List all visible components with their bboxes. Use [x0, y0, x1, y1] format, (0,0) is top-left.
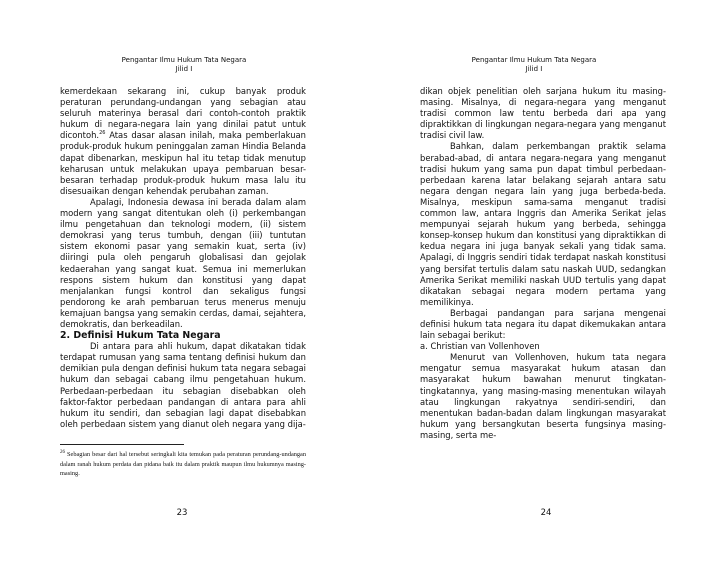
right-paragraph-4: Menurut van Vollenhoven, hukum tata negara mengatur semua masyarakat hukum atasan dan masyarakat hukum bawahan menurut tingkatan-tingkatannya, yang masing-masing menentukan wilayah atau lingkungan rakyatnya sendiri-sendiri, dan menentukan badan-badan dalam lingkungan masyarakat hukum yang bersangkutan beserta fungsinya masing-masing, serta me-: [420, 352, 666, 440]
left-paragraph-3: Di antara para ahli hukum, dapat dikatakan tidak terdapat rumusan yang sama tentang definisi hukum dan demikian pula dengan definisi hukum tata negara sebagai hukum dan sebagai cabang ilmu pengetahuan hukum. Perbedaan-perbedaan itu sebagian disebabkan oleh faktor-faktor perbedaan pandangan di antara para ahli hukum itu sendiri, dan sebagian lagi dapat disebabkan oleh perbedaan sistem yang dianut oleh negara yang dija-: [60, 341, 306, 429]
right-header-title: Pengantar Ilmu Hukum Tata Negara: [471, 56, 597, 64]
section-heading: 2. Definisi Hukum Tata Negara: [60, 330, 221, 342]
left-running-header: [59, 56, 309, 74]
right-page: [364, 0, 728, 563]
left-header-title: Pengantar Ilmu Hukum Tata Negara: [121, 56, 247, 64]
right-paragraph-2: Bahkan, dalam perkembangan praktik selama berabad-abad, di antara negara-negara yang menganut tradisi hukum yang sama pun dapat timbul perbedaan-perbedaan karena latar belakang sejarah antara satu negara dengan negara lain yang juga berbeda-beda. Misalnya, meskipun sama-sama menganut tradisi common law, antara Inggris dan Amerika Serikat jelas mempunyai sejarah hukum yang berbeda, sehingga konsep-konsep hukum dan konstitusi yang dipraktikkan di kedua negara ini juga banyak sekali yang tidak sama. Apalagi, di Inggris sendiri tidak terdapat naskah konstitusi yang bersifat tertulis dalam satu naskah UUD, sedangkan Amerika Serikat memiliki naskah UUD tertulis yang dapat dikatakan sebagai negara modern pertama yang memilikinya.: [420, 141, 666, 307]
right-page-number: 24: [540, 508, 552, 518]
footnote: [60, 450, 306, 479]
footnote-divider: [60, 444, 184, 445]
footnote-number: 26: [60, 449, 65, 455]
right-header-volume: Jilid I: [525, 65, 543, 73]
left-page-number: 23: [176, 508, 188, 518]
left-paragraph-1-text-b: Atas dasar alasan inilah, maka pemberlakuan produk-produk hukum peninggalan zaman Hindia Belanda dapat dibenarkan, meskipun hal itu tetap tidak menutup keharusan untuk melakukan upaya pembaruan besar-besaran terhadap produk-produk hukum masa lalu itu disesuaikan dengan kehendak perubahan zaman.: [60, 130, 306, 196]
left-page-body: [60, 86, 306, 430]
left-paragraph-2: Apalagi, Indonesia dewasa ini berada dalam alam modern yang sangat ditentukan oleh (i) perkembangan ilmu pengetahuan dan teknologi modern, (ii) sistem demokrasi yang terus tumbuh, dengan (iii) tuntutan sistem ekonomi pasar yang semakin kuat, serta (iv) diiringi pula oleh pengaruh globalisasi dan gejolak kedaerahan yang sangat kuat. Semua ini memerlukan respons sistem hukum dan konstitusi yang dapat menjalankan fungsi kontrol dan sekaligus fungsi pendorong ke arah pembaruan terus menerus menuju kemajuan bangsa yang semakin cerdas, damai, sejahtera, demokratis, dan berkeadilan.: [60, 196, 306, 329]
right-paragraph-3: Berbagai pandangan para sarjana mengenai definisi hukum tata negara itu dapat dikemukakan antara lain sebagai berikut:: [420, 307, 666, 341]
right-page-body: [420, 86, 666, 441]
right-paragraph-1: dikan objek penelitian oleh sarjana hukum itu masing-masing. Misalnya, di negara-negara yang menganut tradisi common law tentu berbeda dari apa yang dipraktikkan di lingkungan negara-negara yang menganut tradisi civil law.: [420, 86, 666, 141]
right-running-header: [409, 56, 659, 74]
list-item-heading-a: a. Christian van Vollenhoven: [420, 341, 540, 352]
left-header-volume: Jilid I: [175, 65, 193, 73]
footnote-reference-26[interactable]: 26: [99, 130, 106, 137]
left-paragraph-1: [60, 86, 306, 197]
footnote-text: Sebagian besar dari hal tersebut seringkali kita temukan pada peraturan perundang-undangan dalam ranah hukum perdata dan pidana baik itu dalam praktik maupun ilmu hukumnya masing-masing.: [60, 451, 307, 478]
left-paragraph-1-text-a: kemerdekaan sekarang ini, cukup banyak produk peraturan perundang-undangan yang sebagian atau seluruh materinya berasal dari contoh-contoh praktik hukum di negara-negara lain yang dinilai patut untuk dicontoh.: [60, 86, 306, 141]
